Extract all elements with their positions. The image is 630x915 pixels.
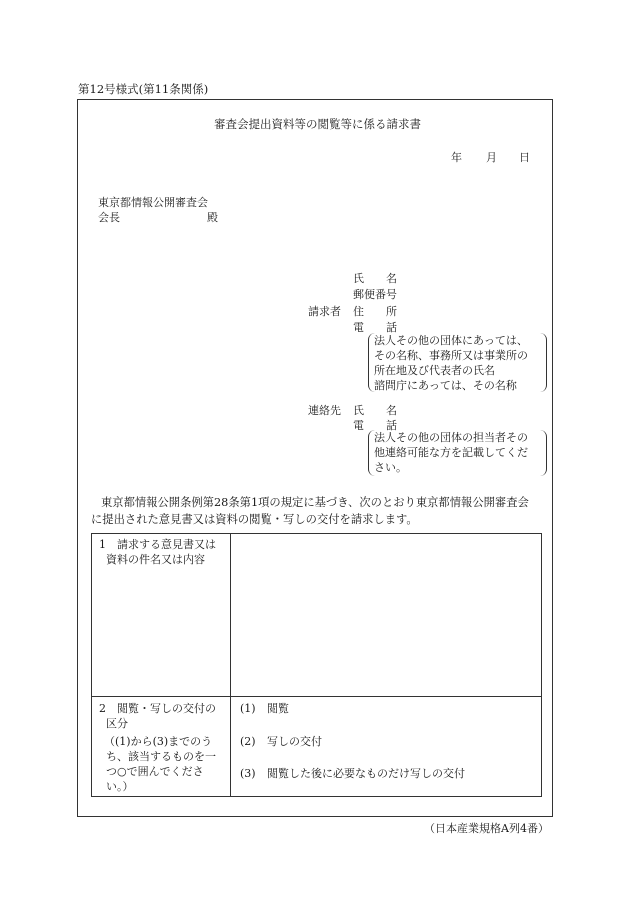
- requester-note: [368, 333, 547, 392]
- form-number: 第12号様式(第11条関係): [78, 82, 209, 96]
- body-text-line-1: 東京都情報公開条例第28条第1項の規定に基づき、次のとおり東京都情報公開審査会: [101, 496, 529, 509]
- type-label-line: 区分: [106, 717, 128, 730]
- type-label-line: 2 閲覧・写しの交付の: [99, 702, 216, 715]
- requester-note-line: 所在地及び代表者の氏名: [374, 364, 495, 377]
- contact-note-line: さい。: [374, 461, 407, 474]
- requester-label: 請求者: [308, 305, 341, 318]
- addressee-position: 会長: [98, 211, 120, 224]
- subject-label-line: 1 請求する意見書又は: [99, 538, 216, 551]
- addressee-honorific: 殿: [207, 211, 218, 224]
- requester-note-line: 法人その他の団体にあっては、: [374, 334, 528, 347]
- type-instruction-line: （(1)から(3)までのう: [104, 735, 213, 748]
- contact-note-line: 法人その他の団体の担当者その: [374, 431, 528, 444]
- date-day: 日: [519, 151, 530, 164]
- contact-note: [368, 430, 547, 476]
- requester-address-field: 住 所: [353, 305, 397, 318]
- requester-phone-field: 電 話: [353, 321, 397, 334]
- table-column-divider: [230, 533, 231, 797]
- body-text-line-2: に提出された意見書又は資料の閲覧・写しの交付を請求します。: [91, 513, 418, 526]
- requester-name-field: 氏 名: [353, 272, 397, 285]
- form-title: 審査会提出資料等の閲覧等に係る請求書: [214, 117, 421, 131]
- type-instruction-line: ち、該当するものを一: [106, 750, 216, 763]
- contact-name-field: 氏 名: [353, 404, 397, 417]
- contact-note-line: 他連絡可能な方を記載してくだ: [374, 446, 528, 459]
- requester-postal-field: 郵便番号: [353, 288, 397, 301]
- footer-note: （日本産業規格A列4番）: [424, 822, 549, 835]
- type-instruction-line: つ○で囲んでくださ: [106, 765, 204, 778]
- table-row-divider: [91, 696, 542, 697]
- option-text: 閲覧: [267, 702, 289, 715]
- requester-note-line: その名称、事務所又は事業所の: [374, 349, 528, 362]
- subject-label-line: 資料の件名又は内容: [106, 553, 205, 566]
- requester-note-line: 諮問庁にあっては、その名称: [374, 379, 517, 392]
- addressee-organization: 東京都情報公開審査会: [98, 196, 208, 209]
- option-number: (3): [240, 767, 256, 780]
- contact-phone-field: 電 話: [353, 419, 397, 432]
- contact-label: 連絡先: [308, 404, 341, 417]
- type-instruction-line: い。）: [106, 780, 134, 793]
- date-year: 年: [451, 151, 462, 164]
- option-number: (1): [240, 702, 256, 715]
- option-number: (2): [240, 735, 256, 748]
- option-text: 閲覧した後に必要なものだけ写しの交付: [267, 767, 465, 780]
- subject-content-field[interactable]: [236, 537, 536, 687]
- date-month: 月: [486, 151, 497, 164]
- option-text: 写しの交付: [267, 735, 322, 748]
